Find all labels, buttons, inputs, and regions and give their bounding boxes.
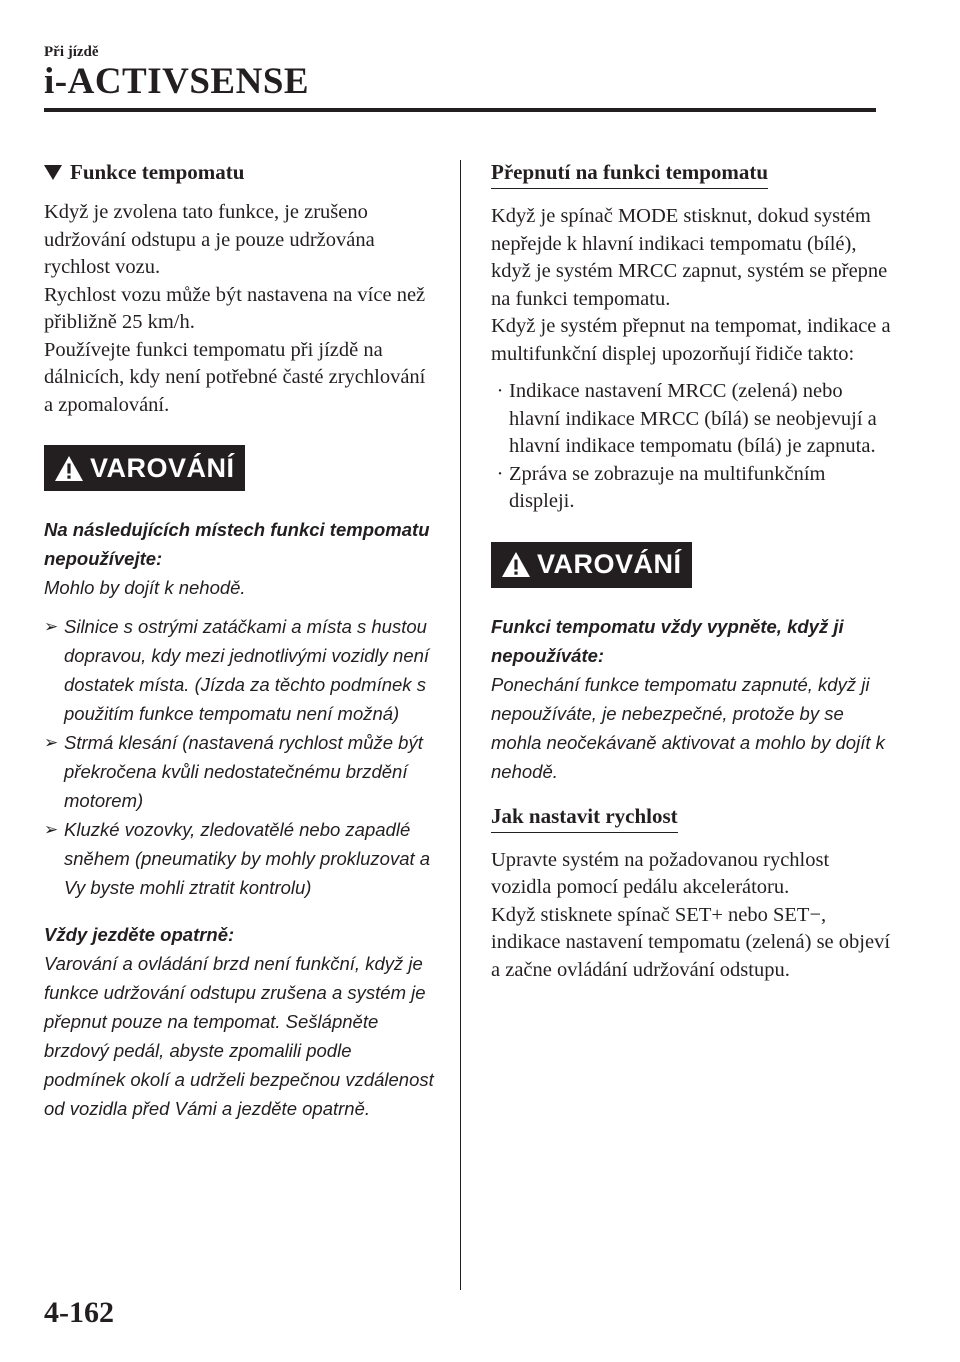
arrow-right-icon: ➢ (44, 617, 59, 636)
paragraph: Upravte systém na požadovanou rychlost vozidla pomocí pedálu akcelerátoru. (491, 848, 830, 898)
warning-label: VAROVÁNÍ (537, 549, 682, 579)
right-column (491, 160, 891, 984)
warning-intro-bold: Funkci tempomatu vždy vypněte, když ji nepoužíváte: (491, 615, 844, 666)
warning-triangle-icon (501, 551, 531, 578)
paragraph: Když je spínač MODE stisknut, dokud systém nepřejde k hlavní indikaci tempomatu (bílé), když je systém MRCC zapnut, systém se přepne na funkci tempomatu. (491, 205, 888, 310)
paragraph: Používejte funkci tempomatu při jízdě na dálnicích, kdy není potřebné časté zrychlování a zpomalování. (44, 338, 426, 416)
subsection-body (491, 847, 891, 985)
section-heading (44, 160, 436, 185)
warning-badge (44, 445, 245, 491)
bullet-list (491, 378, 891, 516)
list-item (491, 378, 891, 461)
paragraph: Rychlost vozu může být nastavena na více než přibližně 25 km/h. (44, 283, 426, 333)
list-item (491, 461, 891, 516)
warning-outro-text: Varování a ovládání brzd není funkční, když je funkce udržování odstupu zrušena a systém je přepnut pouze na tempomat. Sešlápněte brzdový pedál, abyste zpomalili podle podmínek okolí a udrželi bezpečnou vzdálenost od vozidla před Vámi a jezděte opatrně. (44, 953, 434, 1119)
warning-intro-text: Ponechání funkce tempomatu zapnuté, když ji nepoužíváte, je nebezpečné, protože by se mohla neočekávaně aktivovat a mohlo by dojít k nehodě. (491, 673, 885, 782)
list-item (44, 612, 436, 728)
warning-intro-bold: Na následujících místech funkci tempomatu nepoužívejte: (44, 519, 430, 569)
left-column (44, 160, 436, 1123)
warning-outro (44, 920, 436, 1123)
warning-list (44, 612, 436, 902)
warning-intro (491, 612, 891, 786)
chapter-rule (44, 108, 876, 112)
triangle-down-icon (44, 165, 62, 180)
warning-badge (491, 542, 692, 588)
list-item-text: Indikace nastavení MRCC (zelená) nebo hlavní indikace MRCC (bílá) se neobjevují a hlavní indikace tempomatu (bílá) je zapnuta. (509, 380, 877, 457)
list-item-text: Silnice s ostrými zatáčkami a místa s hustou dopravou, kdy mezi jednotlivými vozidly není dostatek místa. (Jízda za těchto podmínek s použitím funkce tempomatu není možná) (64, 616, 430, 724)
page-number: 4-162 (44, 1296, 114, 1329)
paragraph: Když stisknete spínač SET+ nebo SET−, indikace nastavení tempomatu (zelená) se objeví a začne ovládání udržování odstupu. (491, 903, 891, 981)
subsection-heading: Přepnutí na funkci tempomatu (491, 160, 768, 189)
warning-outro-bold: Vždy jezděte opatrně: (44, 924, 235, 945)
subsection-heading: Jak nastavit rychlost (491, 804, 678, 833)
list-item (44, 728, 436, 815)
list-item-text: Zpráva se zobrazuje na multifunkčním displeji. (509, 462, 826, 512)
list-item (44, 815, 436, 902)
warning-intro-text: Mohlo by dojít k nehodě. (44, 577, 246, 598)
list-item-text: Kluzké vozovky, zledovatělé nebo zapadlé sněhem (pneumatiky by mohly prokluzovat a Vy byste mohli ztratit kontrolu) (64, 819, 431, 898)
section-heading-text: Funkce tempomatu (70, 160, 245, 184)
breadcrumb: Při jízdě (44, 44, 99, 60)
chapter-title: i-ACTIVSENSE (44, 61, 310, 102)
warning-intro (44, 515, 436, 602)
column-divider (460, 160, 461, 1290)
subsection-body (491, 203, 891, 368)
warning-triangle-icon (54, 455, 84, 482)
arrow-right-icon: ➢ (44, 733, 59, 752)
section-body (44, 199, 436, 419)
list-item-text: Strmá klesání (nastavená rychlost může být překročena kvůli nedostatečnému brzdění motorem) (64, 732, 423, 811)
arrow-right-icon: ➢ (44, 820, 59, 839)
paragraph: Když je zvolena tato funkce, je zrušeno udržování odstupu a je pouze udržována rychlost vozu. (44, 201, 375, 278)
warning-label: VAROVÁNÍ (90, 452, 235, 483)
bullet-dot-icon: · (496, 462, 504, 485)
paragraph: Když je systém přepnut na tempomat, indikace a multifunkční displej upozorňují řidiče takto: (491, 315, 891, 365)
bullet-dot-icon: · (496, 380, 504, 402)
